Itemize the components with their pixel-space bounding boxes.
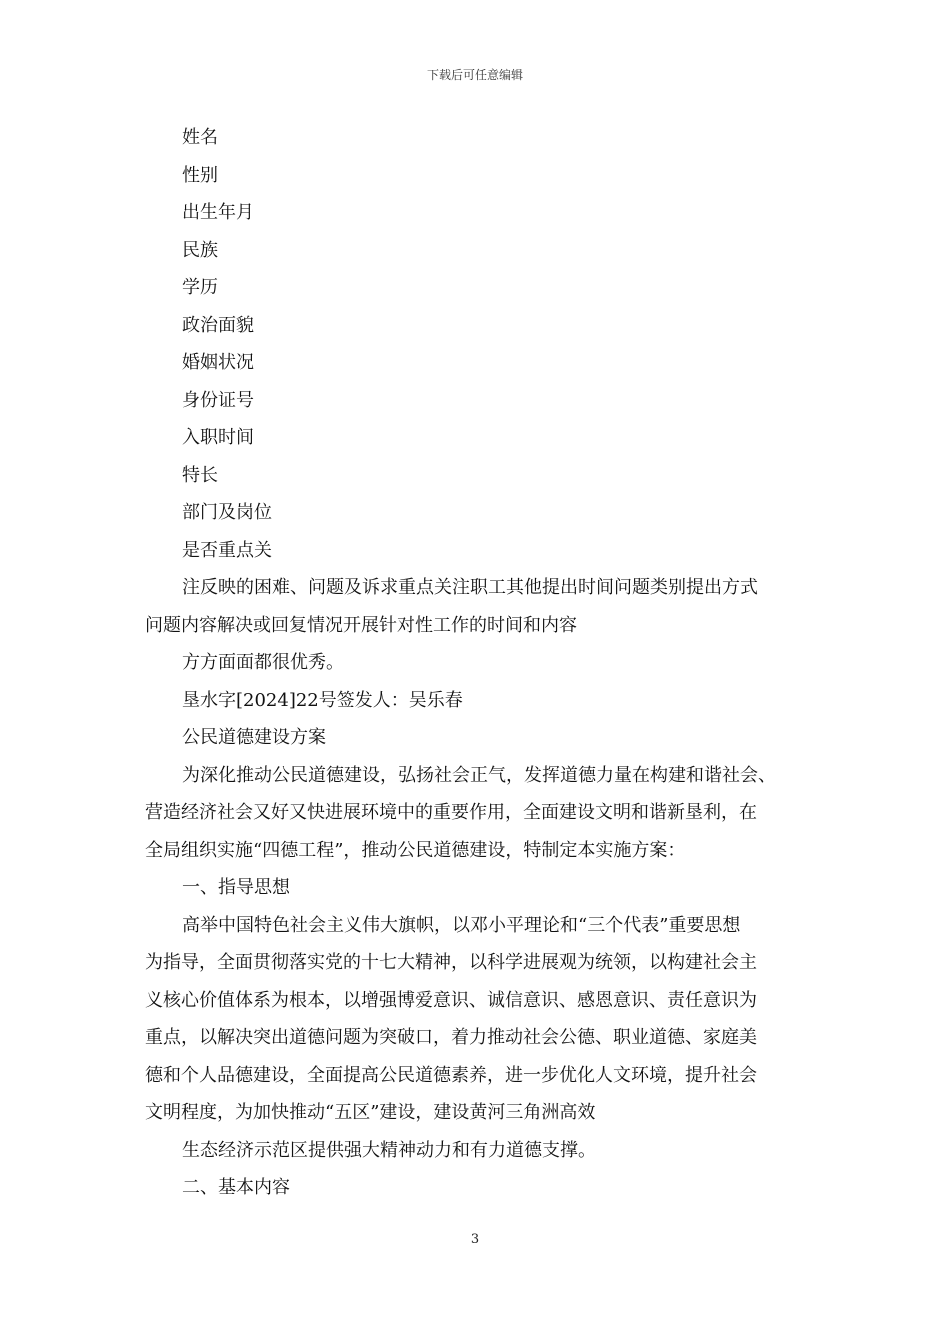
document-body [145,119,810,1207]
section-heading: 一、指导思想 [182,877,290,898]
field-label-political-status: 政治面貌 [182,314,254,336]
field-label-id-number: 身份证号 [182,389,254,411]
paragraph-line: 为深化推动公民道德建设，弘扬社会正气，发挥道德力量在构建和谐社会、 [182,764,776,786]
paragraph-line: 文明程度，为加快推动“五区”建设，建设黄河三角洲高效 [145,1102,596,1123]
paragraph-line: 为指导，全面贯彻落实党的十七大精神，以科学进展观为统领，以构建社会主 [145,952,757,973]
paragraph-line: 义核心价值体系为根本，以增强博爱意识、诚信意识、感恩意识、责任意识为 [145,989,757,1011]
field-label-marital-status: 婚姻状况 [182,352,254,373]
paragraph-line: 方方面面都很优秀。 [182,652,344,673]
paragraph-line: 重点，以解决突出道德问题为突破口，着力推动社会公德、职业道德、家庭美 [145,1027,757,1048]
field-label-specialty: 特长 [182,464,218,486]
field-label-hire-date: 入职时间 [182,427,254,448]
field-label-education: 学历 [182,277,218,298]
paragraph-line: 注反映的困难、问题及诉求重点关注职工其他提出时间问题类别提出方式 [182,577,758,598]
field-label-ethnicity: 民族 [182,239,218,261]
paragraph-line: 高举中国特色社会主义伟大旗帜，以邓小平理论和“三个代表”重要思想 [182,914,741,936]
field-label-gender: 性别 [182,164,218,186]
paragraph-line: 德和个人品德建设，全面提高公民道德素养，进一步优化人文环境，提升社会 [145,1064,757,1086]
section-heading: 二、基本内容 [182,1177,290,1198]
field-label-birth-date: 出生年月 [182,202,254,223]
section-title: 公民道德建设方案 [182,727,326,748]
paragraph-line: 营造经济社会又好又快进展环境中的重要作用，全面建设文明和谐新垦利，在 [145,802,757,823]
paragraph-line: 问题内容解决或回复情况开展针对性工作的时间和内容 [145,614,577,636]
document-number-line: 垦水字[2024]22号签发人：吴乐春 [182,689,463,711]
page-header-note: 下载后可任意编辑 [426,68,523,82]
paragraph-line: 全局组织实施“四德工程”，推动公民道德建设，特制定本实施方案： [145,839,686,861]
paragraph-line: 生态经济示范区提供强大精神动力和有力道德支撑。 [182,1139,596,1161]
field-label-key-focus: 是否重点关 [182,539,272,561]
field-label-department: 部门及岗位 [182,502,272,523]
field-label-name: 姓名 [182,127,218,148]
page-number: 3 [470,1232,480,1247]
